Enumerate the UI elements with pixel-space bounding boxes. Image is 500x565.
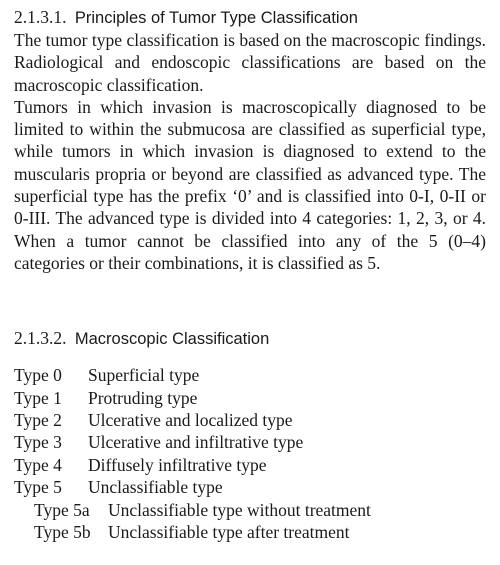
type-code: Type 1 [14,387,62,408]
type-code: Type 2 [14,410,62,431]
type-row [14,409,486,431]
type-row [14,476,486,498]
type-description: Diffusely infiltrative type [88,454,267,475]
type-code: Type 4 [14,454,62,475]
subtype-description: Unclassifiable type after treatment [108,522,350,543]
section-number: 2.1.3.2. [14,328,67,349]
section-macroscopic [14,327,486,543]
paragraph: The tumor type classification is based on the macroscopic findings. Radiological and endoscopic classifications are based on the macroscopic classification. [14,30,486,95]
document-page [14,6,486,544]
type-description: Unclassifiable type [88,477,223,498]
type-row [14,431,486,453]
subtype-code: Type 5a [34,499,90,520]
subtype-row [14,521,486,543]
subtype-row [14,499,486,521]
type-row [14,364,486,386]
type-description: Superficial type [88,365,200,386]
section-title: Macroscopic Classification [74,330,270,349]
section-title: Principles of Tumor Type Classification [74,9,358,27]
section-number: 2.1.3.1. [14,7,67,27]
section-heading [14,6,486,29]
type-description: Protruding type [88,387,198,408]
type-description: Ulcerative and infiltrative type [88,432,304,453]
type-description: Ulcerative and localized type [88,410,293,431]
subtype-description: Unclassifiable type without treatment [108,499,371,520]
type-code: Type 3 [14,432,62,453]
type-code: Type 5 [14,477,62,498]
section-principles [14,6,486,274]
paragraph: Tumors in which invasion is macroscopically diagnosed to be limited to within the submucosa are classified as superficial type, while tumors in which invasion is diagnosed to extend to the muscularis propria or beyond are classified as advanced type. The superficial type has the prefix ‘0’ and is classified into 0-I, 0-II or 0-III. The advanced type is divided into 4 categories: 1, 2, 3, or 4. When a tumor cannot be classified into any of the 5 (0–4) categories or their combinations, it is classified as 5. [14,96,486,273]
type-row [14,454,486,476]
type-code: Type 0 [14,365,62,386]
type-row [14,387,486,409]
section-heading [14,327,486,350]
subtype-code: Type 5b [34,522,91,543]
type-list [14,364,486,543]
